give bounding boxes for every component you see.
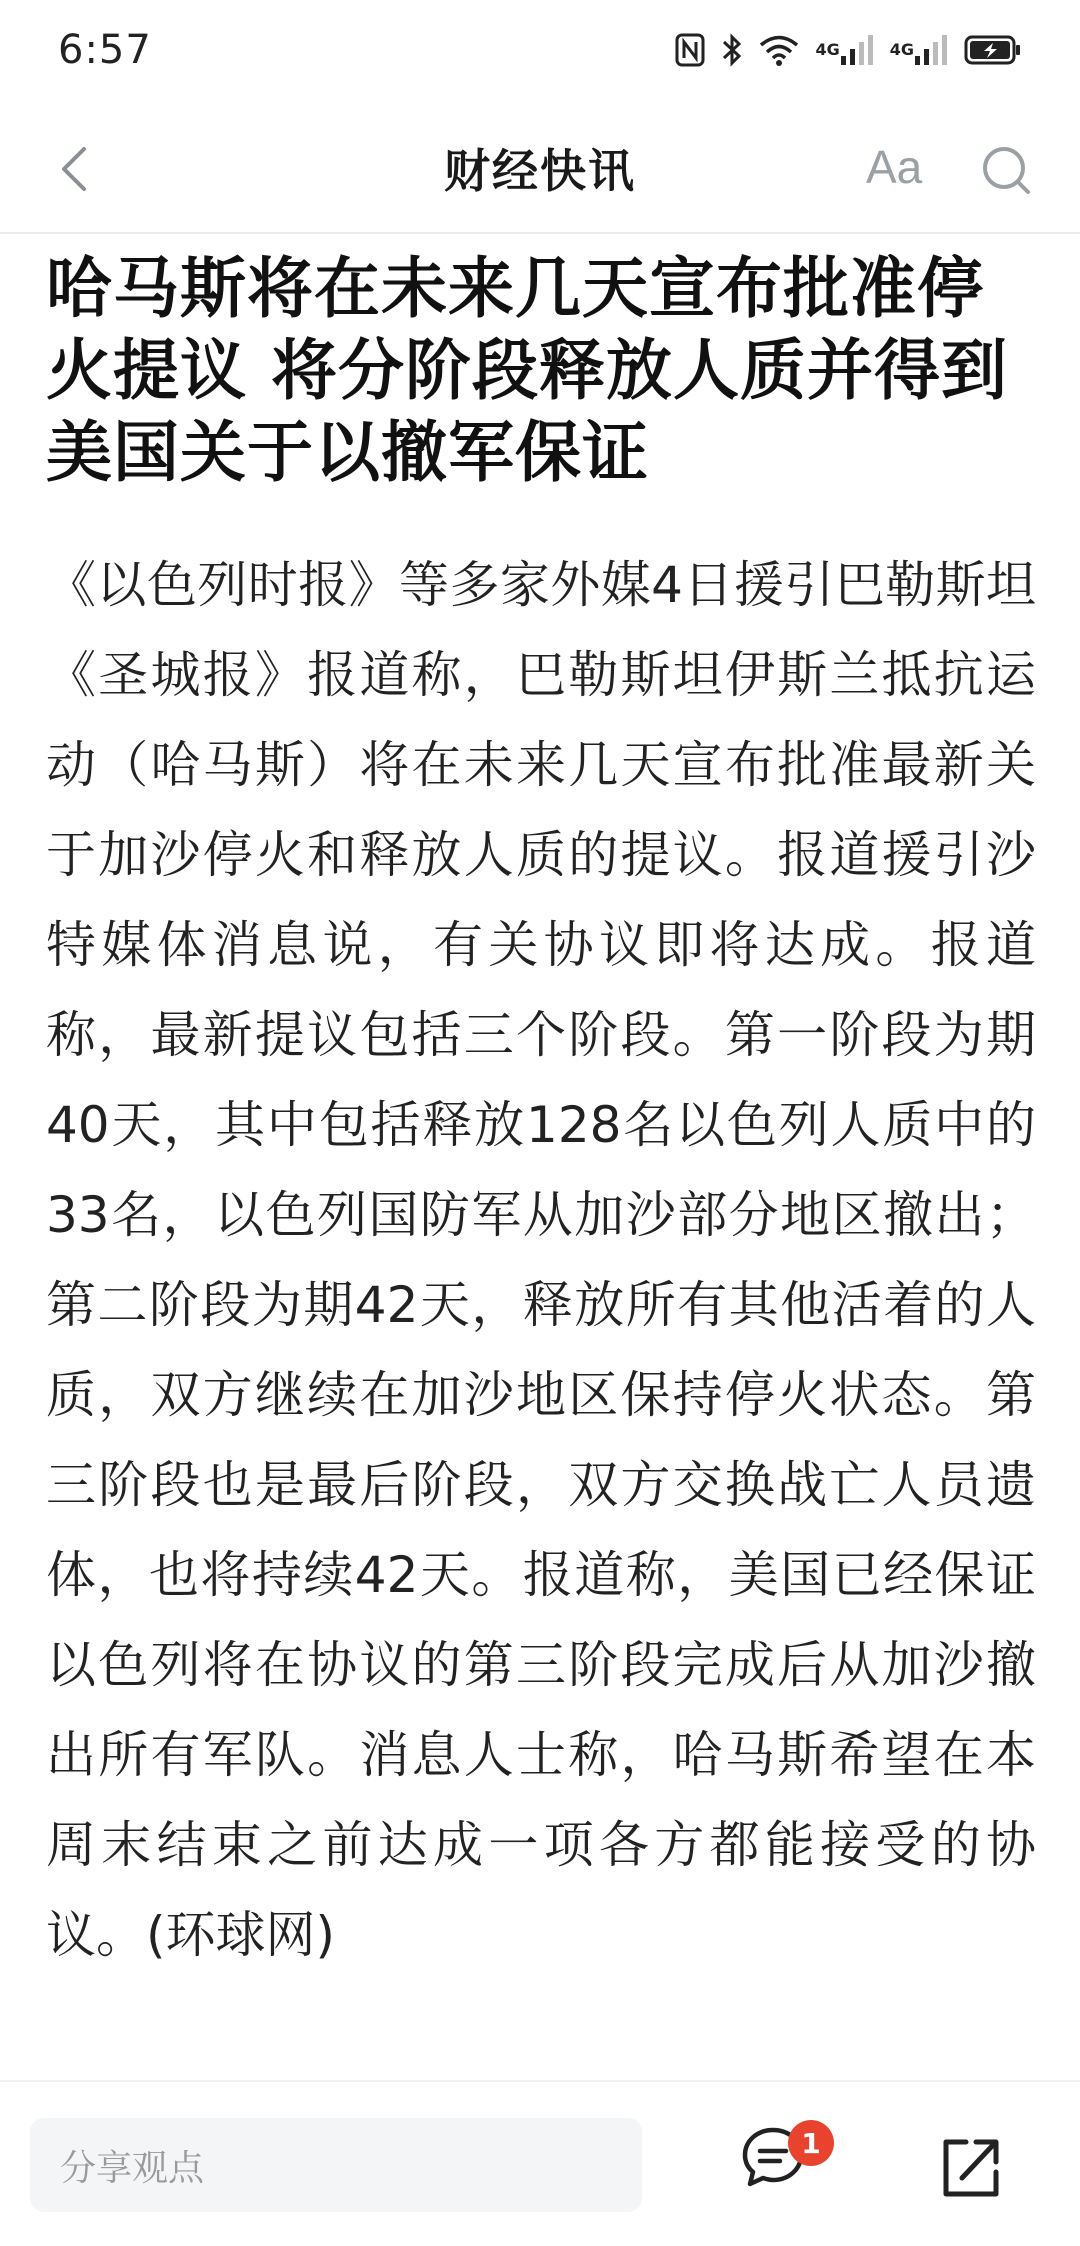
comment-input[interactable] <box>30 2118 642 2212</box>
signal-4g-icon <box>815 34 873 66</box>
battery-charging-icon <box>964 34 1022 66</box>
bluetooth-icon <box>721 32 743 68</box>
nfc-icon <box>675 33 705 67</box>
back-button[interactable] <box>48 144 98 194</box>
search-icon <box>980 144 1034 198</box>
share-icon <box>938 2132 1004 2202</box>
wifi-icon <box>759 34 799 66</box>
header-divider <box>0 232 1080 234</box>
status-time: 6:57 <box>58 27 152 73</box>
nav-bar <box>0 118 1080 218</box>
font-size-button[interactable]: Aa <box>866 141 923 193</box>
back-arrow-icon <box>58 145 88 193</box>
article-headline: 哈马斯将在未来几天宣布批准停火提议 将分阶段释放人质并得到美国关于以撤军保证 <box>46 250 1008 491</box>
status-bar <box>0 0 1080 100</box>
comment-placeholder: 分享观点 <box>60 2147 205 2189</box>
comment-count-badge: 1 <box>788 2120 834 2166</box>
page-title: 财经快讯 <box>444 144 636 198</box>
signal-4g-icon <box>890 34 948 66</box>
share-button[interactable] <box>938 2132 1004 2202</box>
network-label: 4G <box>815 40 840 59</box>
article-body: 《以色列时报》等多家外媒4日援引巴勒斯坦《圣城报》报道称，巴勒斯坦伊斯兰抵抗运动（哈马斯）将在未来几天宣布批准最新关于加沙停火和释放人质的提议。报道援引沙特媒体消息说，有关协议即将达成。报道称，最新提议包括三个阶段。第一阶段为期40天，其中包括释放128名以色列人质中的33名，以色列国防军从加沙部分地区撤出；第二阶段为期42天，释放所有其他活着的人质，双方继续在加沙地区保持停火状态。第三阶段也是最后阶段，双方交换战亡人员遗体，也将持续42天。报道称，美国已经保证以色列将在协议的第三阶段完成后从加沙撤出所有军队。消息人士称，哈马斯希望在本周末结束之前达成一项各方都能接受的协议。(环球网) <box>46 556 1036 1964</box>
status-icons <box>675 32 1022 68</box>
network-label: 4G <box>889 40 914 59</box>
bottom-action-bar <box>0 2080 1080 2246</box>
search-button[interactable] <box>980 144 1034 198</box>
